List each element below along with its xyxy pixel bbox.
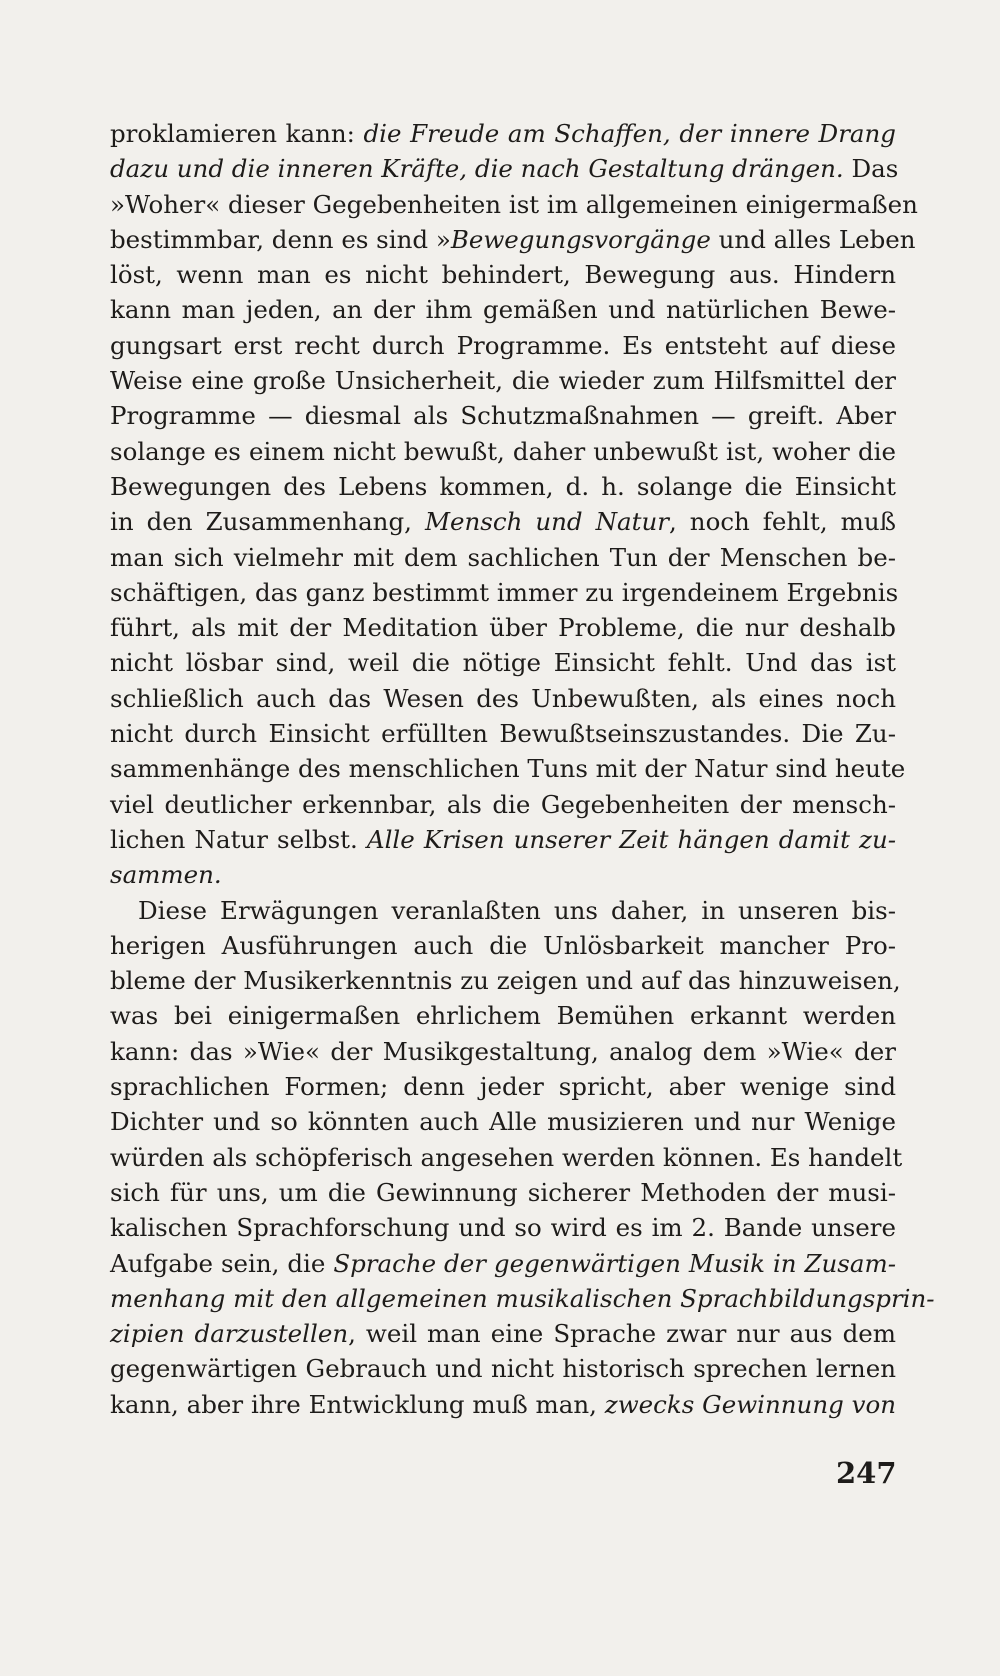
text-line: Dichter und so könnten auch Alle musizieren und nur Wenige xyxy=(110,1107,896,1137)
text-line: lichen Natur selbst. Alle Krisen unserer Zeit hängen damit zu- xyxy=(110,824,897,854)
text-line: Aufgabe sein, die Sprache der gegenwärtigen Musik in Zusam- xyxy=(110,1248,897,1278)
text-line: würden als schöpferisch angesehen werden können. Es handelt xyxy=(110,1142,903,1172)
text-line: löst, wenn man es nicht behindert, Bewegung aus. Hindern xyxy=(110,260,896,290)
text-line: führt, als mit der Meditation über Probleme, die nur deshalb xyxy=(110,613,896,643)
text-line: was bei einigermaßen ehrlichem Bemühen erkannt werden xyxy=(110,1001,896,1031)
text-line: viel deutlicher erkennbar, als die Gegebenheiten der mensch- xyxy=(110,789,896,819)
text-line: sprachlichen Formen; denn jeder spricht, aber wenige sind xyxy=(110,1072,896,1102)
text-line: nicht durch Einsicht erfüllten Bewußtseinszustandes. Die Zu- xyxy=(110,719,896,749)
text-line: schließlich auch das Wesen des Unbewußten, als eines noch xyxy=(110,683,896,713)
text-line: sammen. xyxy=(110,860,222,890)
text-line: solange es einem nicht bewußt, daher unbewußt ist, woher die xyxy=(110,436,896,466)
text-line: bestimmbar, denn es sind »Bewegungsvorgänge und alles Leben xyxy=(110,224,916,254)
text-line: Programme — diesmal als Schutzmaßnahmen — greift. Aber xyxy=(110,401,896,431)
text-line: Bewegungen des Lebens kommen, d. h. solange die Einsicht xyxy=(110,471,896,501)
text-line: Weise eine große Unsicherheit, die wieder zum Hilfsmittel der xyxy=(110,366,896,396)
page-number: 247 xyxy=(836,1456,897,1490)
text-line: »Woher« dieser Gegebenheiten ist im allgemeinen einigermaßen xyxy=(110,189,918,219)
text-line: bleme der Musikerkenntnis zu zeigen und auf das hinzuweisen, xyxy=(110,966,901,996)
text-line: schäftigen, das ganz bestimmt immer zu irgendeinem Ergebnis xyxy=(110,577,899,607)
text-line: kann: das »Wie« der Musikgestaltung, analog dem »Wie« der xyxy=(110,1036,896,1066)
text-line: nicht lösbar sind, weil die nötige Einsicht fehlt. Und das ist xyxy=(110,648,896,678)
text-line: in den Zusammenhang, Mensch und Natur, noch fehlt, muß xyxy=(110,507,896,537)
text-line: zipien darzustellen, weil man eine Sprache zwar nur aus dem xyxy=(110,1319,896,1349)
text-line: kann, aber ihre Entwicklung muß man, zwecks Gewinnung von xyxy=(110,1389,896,1419)
body-text xyxy=(110,116,935,1422)
text-line: herigen Ausführungen auch die Unlösbarkeit mancher Pro- xyxy=(110,930,896,960)
text-line: sich für uns, um die Gewinnung sicherer Methoden der musi- xyxy=(110,1177,896,1207)
text-line: gegenwärtigen Gebrauch und nicht historisch sprechen lernen xyxy=(110,1354,896,1384)
text-line: kalischen Sprachforschung und so wird es im 2. Bande unsere xyxy=(110,1213,896,1243)
text-line: sammenhänge des menschlichen Tuns mit der Natur sind heute xyxy=(110,754,906,784)
text-line: dazu und die inneren Kräfte, die nach Gestaltung drängen. Das xyxy=(110,154,899,184)
text-line: man sich vielmehr mit dem sachlichen Tun der Menschen be- xyxy=(110,542,896,572)
text-line: menhang mit den allgemeinen musikalischen Sprachbildungsprin- xyxy=(110,1283,935,1313)
text-line: kann man jeden, an der ihm gemäßen und natürlichen Bewe- xyxy=(110,295,896,325)
text-line: gungsart erst recht durch Programme. Es entsteht auf diese xyxy=(110,330,896,360)
text-line: Diese Erwägungen veranlaßten uns daher, in unseren bis- xyxy=(138,895,896,925)
text-line: proklamieren kann: die Freude am Schaffen, der innere Drang xyxy=(110,119,896,148)
